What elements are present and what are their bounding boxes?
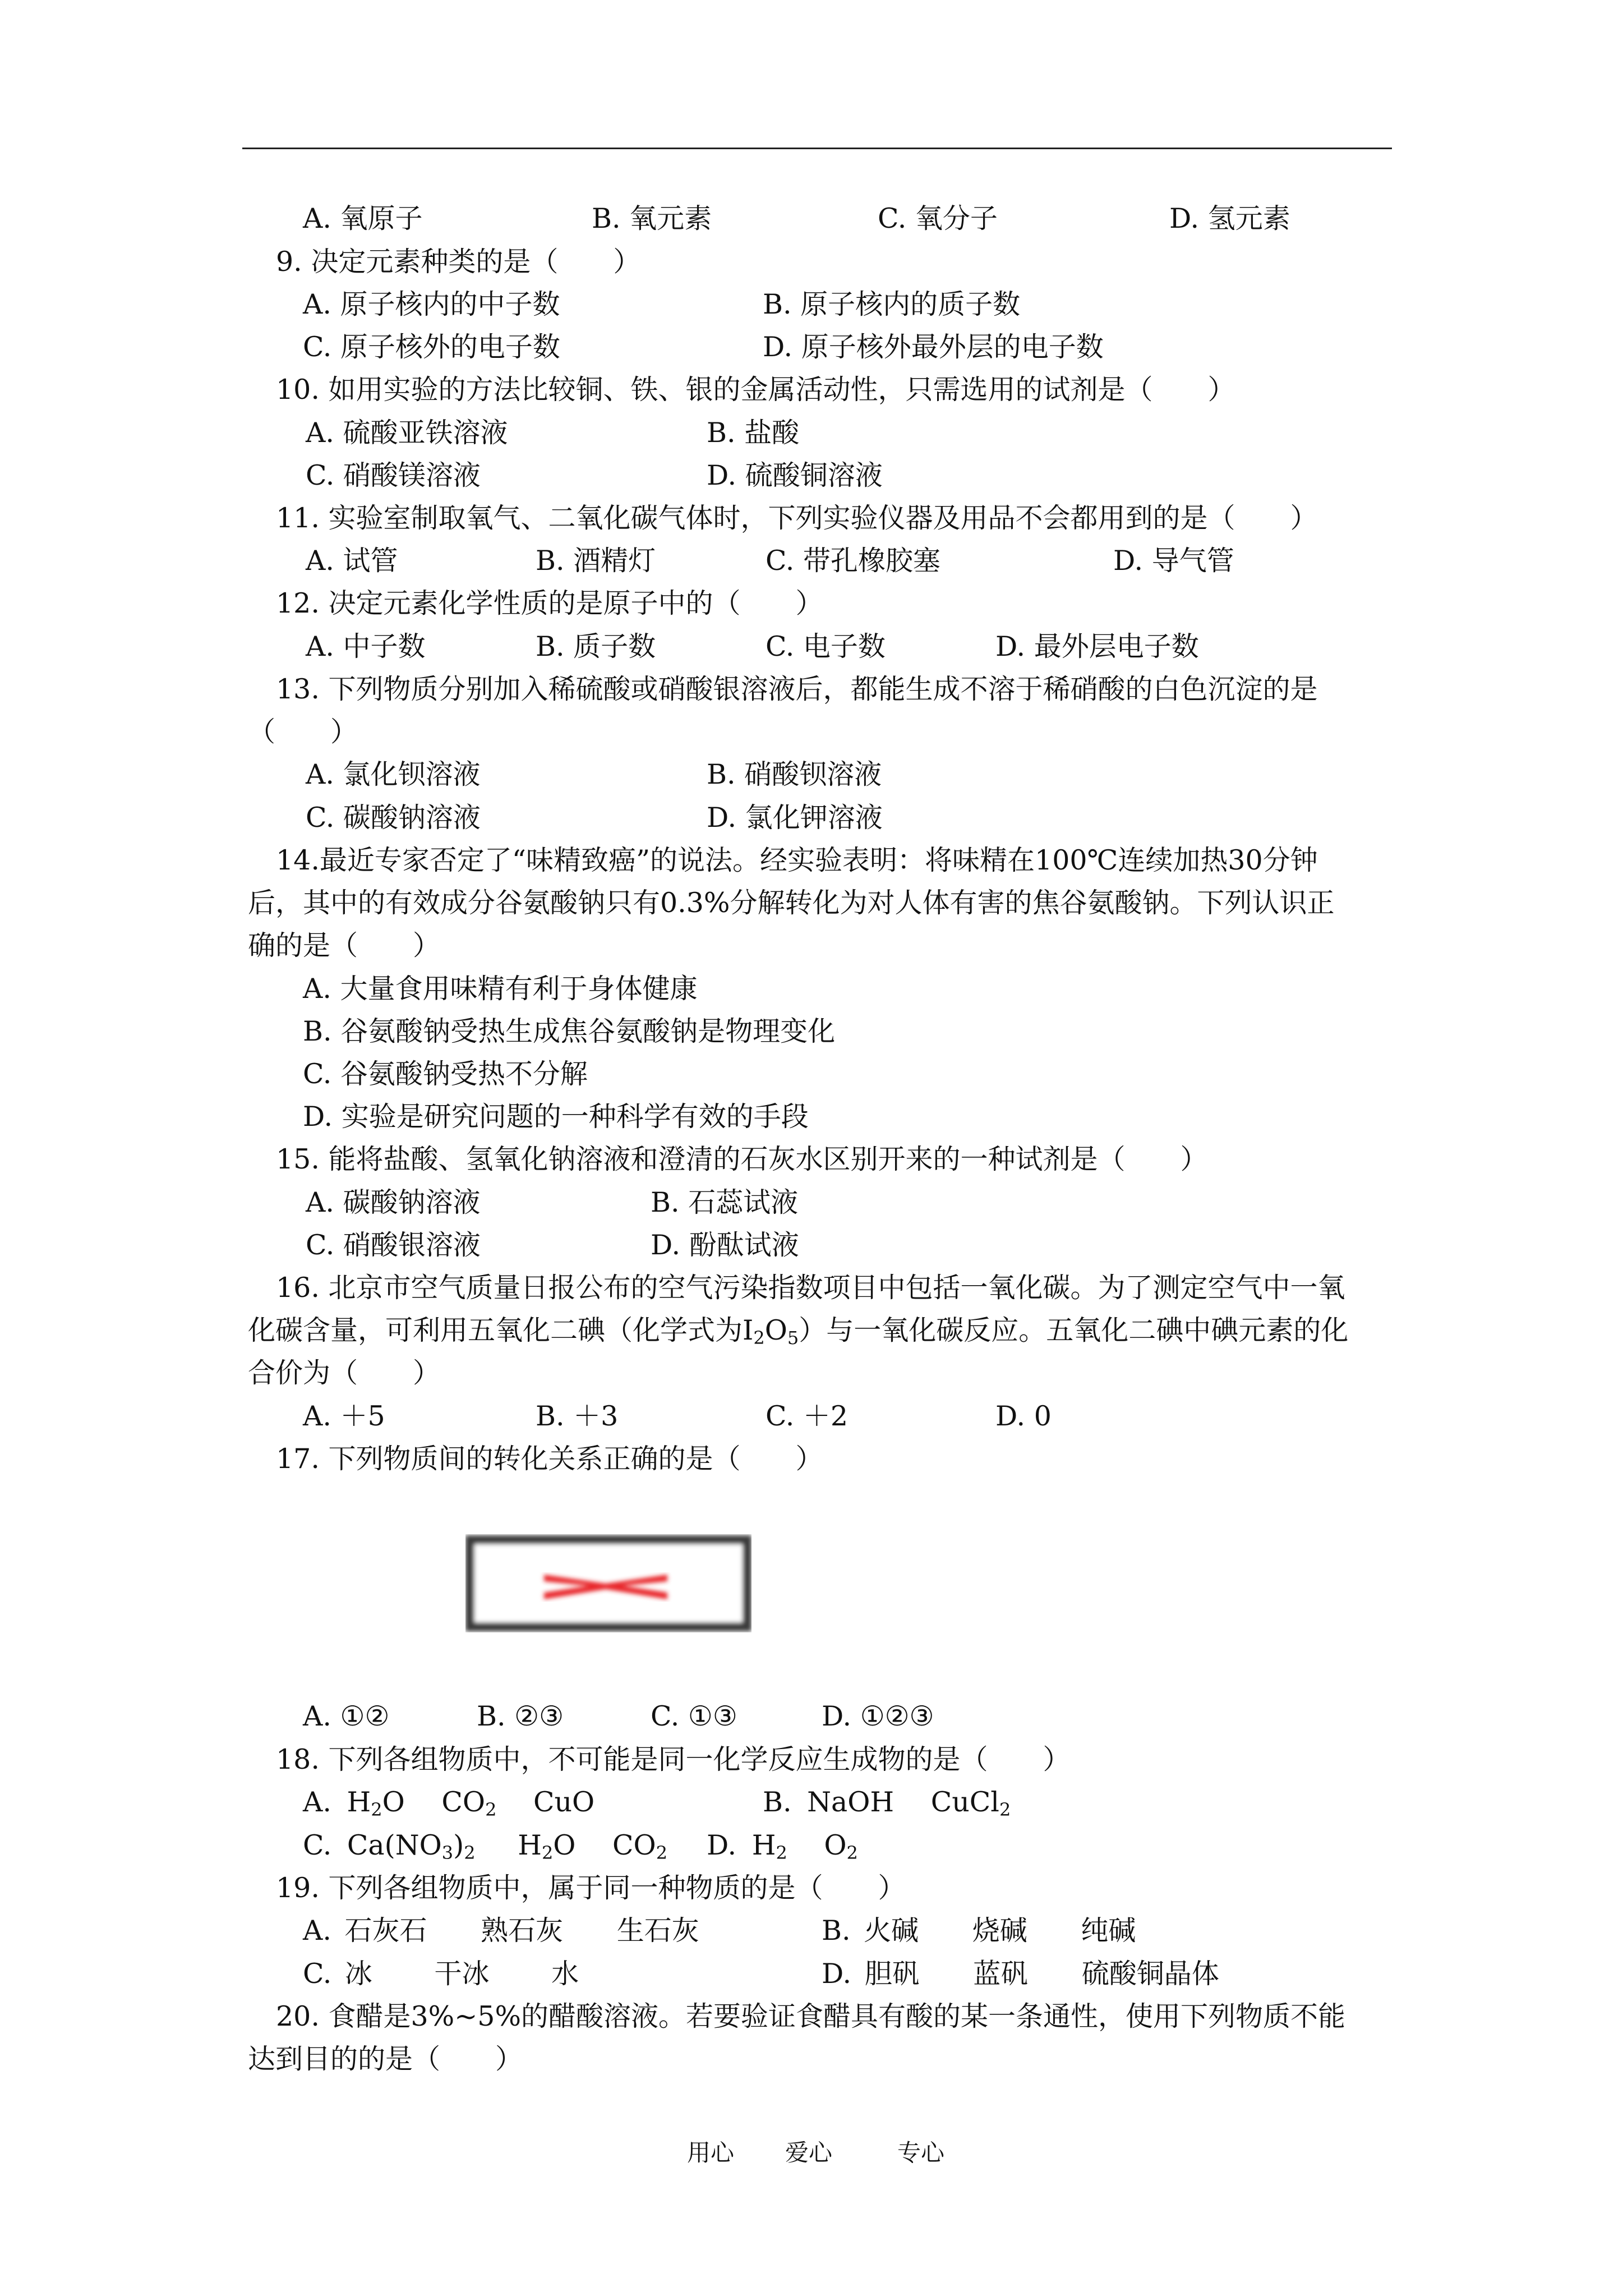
q15-option-d: D. 酚酞试液 — [651, 1229, 799, 1261]
q14-option-b: B. 谷氨酸钠受热生成焦谷氨酸钠是物理变化 — [303, 1015, 836, 1047]
q13-option-b: B. 硝酸钡溶液 — [707, 758, 882, 790]
q14-stem-line2: 后，其中的有效成分谷氨酸钠只有0.3%分解转化为对人体有害的焦谷氨酸钠。下列认识正 — [248, 887, 1335, 919]
q16-option-b: B. ＋3 — [536, 1400, 619, 1432]
q10-option-c: C. 硝酸镁溶液 — [306, 459, 481, 491]
q9-option-d: D. 原子核外最外层的电子数 — [763, 331, 1104, 363]
q19-stem: 19. 下列各组物质中，属于同一种物质的是（ ） — [276, 1872, 906, 1904]
q13-stem: 13. 下列物质分别加入稀硫酸或硝酸银溶液后，都能生成不溶于稀硝酸的白色沉淀的是 — [276, 673, 1318, 705]
q17-option-b: B. ②③ — [477, 1700, 564, 1732]
q17-option-d: D. ①②③ — [822, 1700, 934, 1732]
q11-option-c: C. 带孔橡胶塞 — [766, 545, 940, 577]
q15-stem: 15. 能将盐酸、氢氧化钠溶液和澄清的石灰水区别开来的一种试剂是（ ） — [276, 1143, 1208, 1175]
q16-option-a: A. ＋5 — [303, 1400, 385, 1432]
q11-option-d: D. 导气管 — [1113, 545, 1234, 577]
q18-stem: 18. 下列各组物质中，不可能是同一化学反应生成物的是（ ） — [276, 1743, 1071, 1775]
q16-stem-line2: 化碳含量，可利用五氧化二碘（化学式为$I_2O_5$）与一氧化碳反应。五氧化二碘中碘元素的化 — [248, 1314, 1349, 1349]
q12-option-d: D. 最外层电子数 — [995, 631, 1199, 662]
q17-option-a: A. ①② — [303, 1700, 390, 1732]
q13-option-d: D. 氯化钾溶液 — [707, 802, 883, 834]
q8-option-a: A. 氧原子 — [303, 203, 423, 234]
q14-stem-line3: 确的是（ ） — [248, 930, 441, 961]
q9-stem: 9. 决定元素种类的是（ ） — [276, 246, 641, 278]
q16-option-d: D. 0 — [995, 1400, 1052, 1432]
formula-i2o5: $I_2O_5$ — [743, 1314, 799, 1349]
footer-text-1: 用心 — [687, 2139, 735, 2166]
q19-option-d: D. 胆矾 蓝矾 硫酸铜晶体 — [822, 1958, 1219, 1990]
q15-option-b: B. 石蕊试液 — [651, 1186, 799, 1218]
q14-option-d: D. 实验是研究问题的一种科学有效的手段 — [303, 1101, 809, 1133]
q18-option-b: B. NaOH CuCl$_2$ — [763, 1786, 1011, 1820]
q14-option-c: C. 谷氨酸钠受热不分解 — [303, 1058, 588, 1090]
q20-stem: 20. 食醋是3%~5%的醋酸溶液。若要验证食醋具有酸的某一条通性，使用下列物质不能 — [276, 2000, 1346, 2032]
q17-option-c: C. ①③ — [651, 1700, 737, 1732]
q8-option-d: D. 氢元素 — [1169, 203, 1290, 234]
q20-stem-continued: 达到目的的是（ ） — [248, 2043, 523, 2075]
q17-stem: 17. 下列物质间的转化关系正确的是（ ） — [276, 1443, 823, 1475]
q16-option-c: C. ＋2 — [766, 1400, 849, 1432]
q10-option-b: B. 盐酸 — [707, 417, 800, 449]
q11-option-b: B. 酒精灯 — [536, 545, 656, 577]
q9-option-c: C. 原子核外的电子数 — [303, 331, 560, 363]
broken-image-icon — [465, 1534, 751, 1632]
footer-text-2: 爱心 — [785, 2139, 833, 2166]
q10-option-d: D. 硫酸铜溶液 — [707, 459, 883, 491]
broken-image-placeholder — [465, 1534, 751, 1632]
q16-stem-line3: 合价为（ ） — [248, 1357, 441, 1389]
header-rule — [242, 148, 1392, 149]
q18-option-d: D. $H_2$ $O_2$ — [707, 1829, 858, 1864]
q12-option-c: C. 电子数 — [766, 631, 886, 662]
q13-option-c: C. 碳酸钠溶液 — [306, 802, 481, 834]
q12-option-a: A. 中子数 — [306, 631, 426, 662]
q11-option-a: A. 试管 — [306, 545, 398, 577]
footer-text-3: 专心 — [897, 2139, 945, 2166]
q15-option-c: C. 硝酸银溶液 — [306, 1229, 481, 1261]
q19-option-b: B. 火碱 烧碱 纯碱 — [822, 1915, 1136, 1947]
q9-option-a: A. 原子核内的中子数 — [303, 288, 560, 320]
q14-option-a: A. 大量食用味精有利于身体健康 — [303, 973, 698, 1005]
q19-option-a: A. 石灰石 熟石灰 生石灰 — [303, 1915, 699, 1947]
q15-option-a: A. 碳酸钠溶液 — [306, 1186, 481, 1218]
q9-option-b: B. 原子核内的质子数 — [763, 288, 1021, 320]
q10-stem: 10. 如用实验的方法比较铜、铁、银的金属活动性，只需选用的试剂是（ ） — [276, 374, 1235, 406]
q10-option-a: A. 硫酸亚铁溶液 — [306, 417, 508, 449]
q18-option-a: A. $H_2O$ $CO_2$ CuO — [303, 1786, 595, 1820]
q13-option-a: A. 氯化钡溶液 — [306, 758, 481, 790]
q14-stem: 14.最近专家否定了“味精致癌”的说法。经实验表明：将味精在100℃连续加热30分钟 — [276, 844, 1318, 876]
q12-stem: 12. 决定元素化学性质的是原子中的（ ） — [276, 587, 823, 619]
q19-option-c: C. 冰 干冰 水 — [303, 1958, 579, 1990]
q16-stem: 16. 北京市空气质量日报公布的空气污染指数项目中包括一氧化碳。为了测定空气中一氧 — [276, 1272, 1345, 1304]
q12-option-b: B. 质子数 — [536, 631, 656, 662]
q11-stem: 11. 实验室制取氧气、二氧化碳气体时，下列实验仪器及用品不会都用到的是（ ） — [276, 502, 1318, 534]
q8-option-b: B. 氧元素 — [592, 203, 712, 234]
q8-option-c: C. 氧分子 — [878, 203, 998, 234]
q13-stem-continued: （ ） — [248, 716, 358, 748]
q18-option-c: C. $Ca(NO_3)_2$ $H_2O$ $CO_2$ — [303, 1829, 668, 1864]
